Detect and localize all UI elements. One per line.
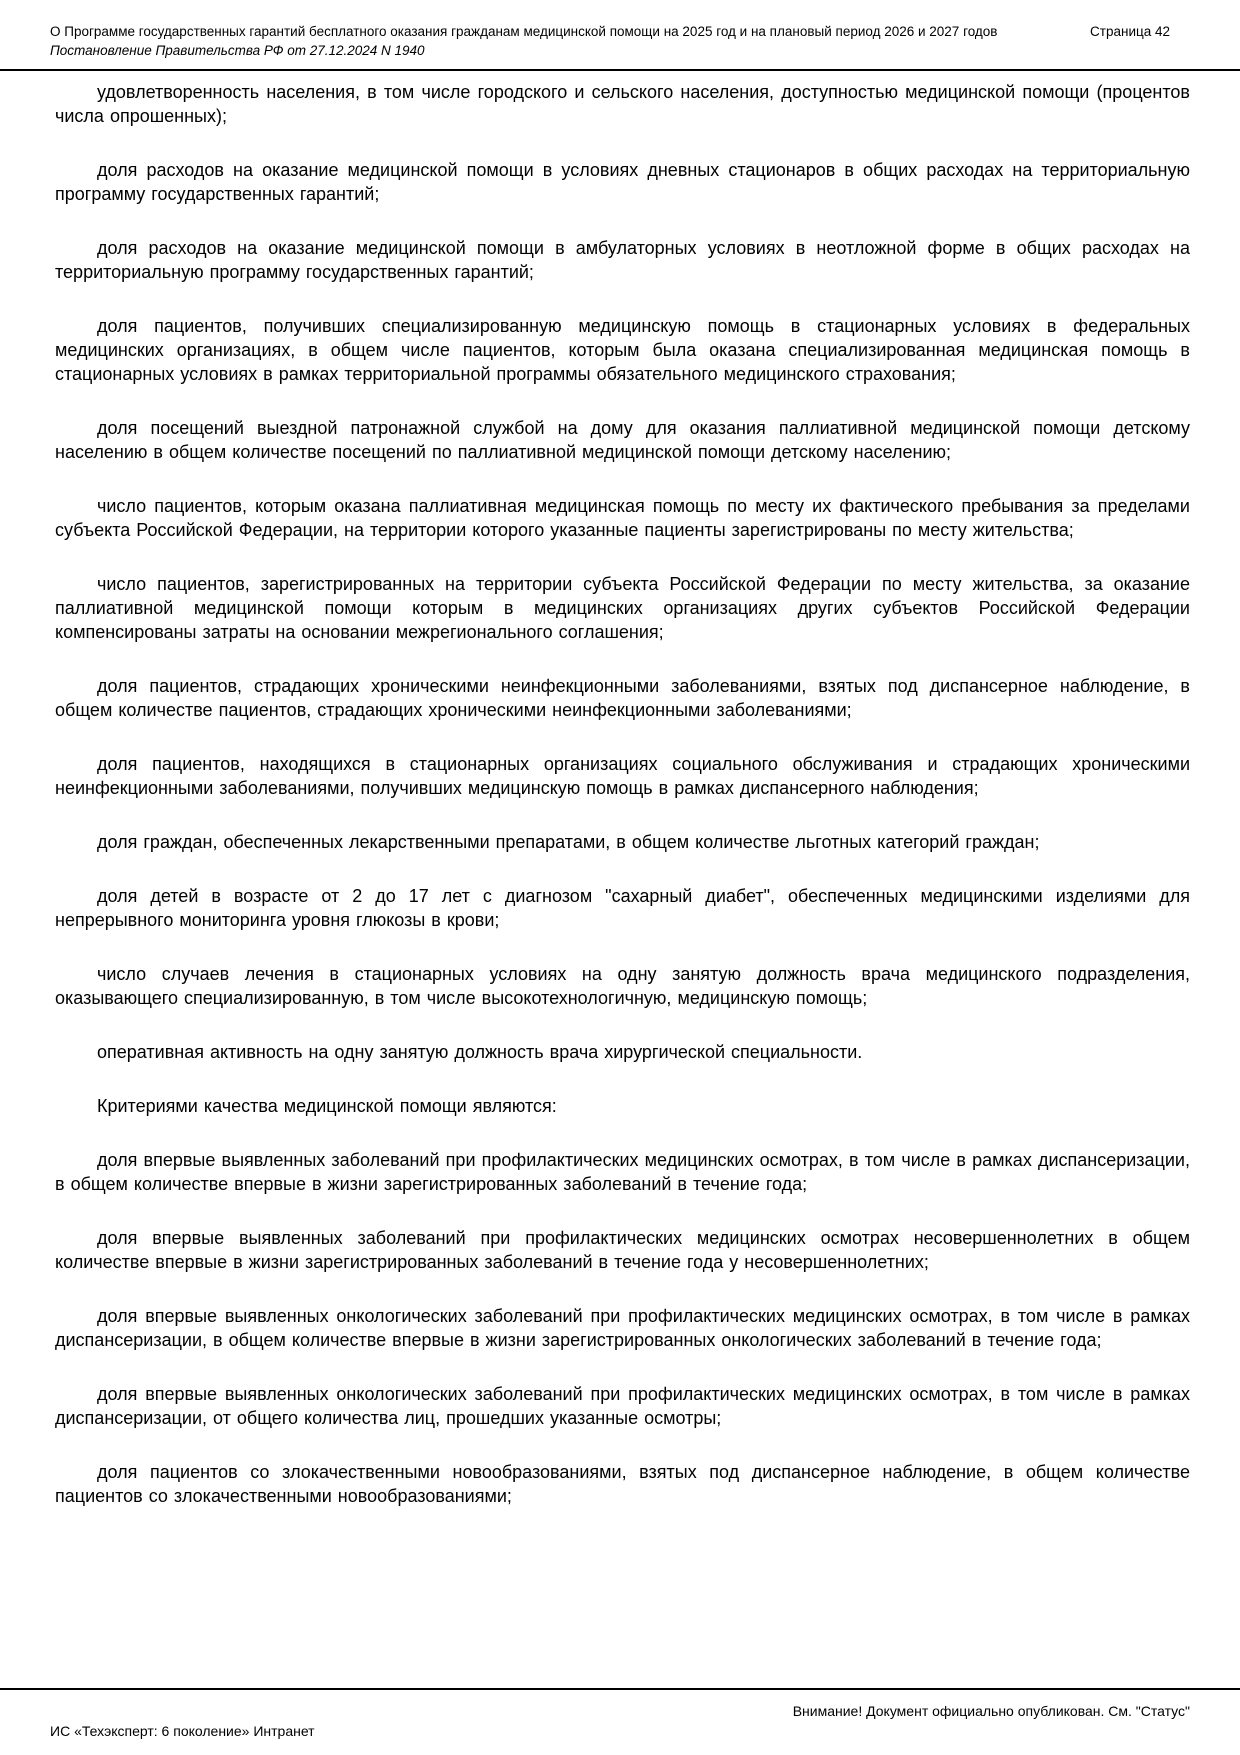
body-paragraph: доля граждан, обеспеченных лекарственными препаратами, в общем количестве льготных категорий граждан; — [97, 832, 1040, 852]
document-body — [0, 71, 1240, 1508]
document-footer — [0, 1688, 1240, 1755]
body-paragraph: доля расходов на оказание медицинской помощи в условиях дневных стационаров в общих расходах на территориальную программу государственных гарантий; — [55, 160, 1190, 204]
body-paragraph: доля расходов на оказание медицинской помощи в амбулаторных условиях в неотложной форме в общих расходах на территориальную программу государственных гарантий; — [55, 238, 1190, 282]
document-subtitle: Постановление Правительства РФ от 27.12.2024 N 1940 — [50, 43, 425, 58]
body-paragraph: доля детей в возрасте от 2 до 17 лет с диагнозом "сахарный диабет", обеспеченных медицинскими изделиями для непрерывного мониторинга уровня глюкозы в крови; — [55, 886, 1190, 930]
body-paragraph: удовлетворенность населения, в том числе городского и сельского населения, доступностью медицинской помощи (процентов числа опрошенных); — [55, 82, 1190, 126]
body-paragraph: доля пациентов, страдающих хроническими неинфекционными заболеваниями, взятых под диспансерное наблюдение, в общем количестве пациентов, страдающих хроническими неинфекционными заболеваниями; — [55, 676, 1190, 720]
body-paragraph: доля пациентов, находящихся в стационарных организациях социального обслуживания и страдающих хроническими неинфекционными заболеваниями, получивших медицинскую помощь в рамках диспансерного наблюдения; — [55, 754, 1190, 798]
body-paragraph: доля пациентов, получивших специализированную медицинскую помощь в стационарных условиях в федеральных медицинских организациях, в общем числе пациентов, которым была оказана специализированная медицинская помощь в стационарных условиях в рамках территориальной программы обязательного медицинского страхования; — [55, 316, 1190, 384]
body-paragraph: доля пациентов со злокачественными новообразованиями, взятых под диспансерное наблюдение, в общем количестве пациентов со злокачественными новообразованиями; — [55, 1462, 1190, 1506]
document-title: О Программе государственных гарантий бесплатного оказания гражданам медицинской помощи на 2025 год и на плановый период 2026 и 2027 годов — [50, 24, 998, 39]
document-header — [0, 0, 1240, 60]
body-paragraph: число случаев лечения в стационарных условиях на одну занятую должность врача медицинского подразделения, оказывающего специализированную, в том числе высокотехнологичную, медицинскую помощь; — [55, 964, 1190, 1008]
body-paragraph: доля посещений выездной патронажной службой на дому для оказания паллиативной медицинской помощи детскому населению в общем количестве посещений по паллиативной медицинской помощи детскому населению; — [55, 418, 1190, 462]
system-label: ИС «Техэксперт: 6 поколение» Интранет — [50, 1723, 315, 1739]
body-paragraph: число пациентов, которым оказана паллиативная медицинская помощь по месту их фактического пребывания за пределами субъекта Российской Федерации, на территории которого указанные пациенты зарегистрированы по месту жительства; — [55, 496, 1190, 540]
header-title-row — [50, 22, 1190, 41]
body-paragraph: Критериями качества медицинской помощи являются: — [97, 1096, 557, 1116]
body-paragraph: доля впервые выявленных заболеваний при профилактических медицинских осмотрах несовершеннолетних в общем количестве впервые в жизни зарегистрированных заболеваний в течение года у несовершеннолетних; — [55, 1228, 1190, 1272]
body-paragraph: доля впервые выявленных онкологических заболеваний при профилактических медицинских осмотрах, в том числе в рамках диспансеризации, от общего количества лиц, прошедших указанные осмотры; — [55, 1384, 1190, 1428]
body-paragraph: доля впервые выявленных заболеваний при профилактических медицинских осмотрах, в том числе в рамках диспансеризации, в общем количестве впервые в жизни зарегистрированных заболеваний в течение года; — [55, 1150, 1190, 1194]
body-paragraph: оперативная активность на одну занятую должность врача хирургической специальности. — [97, 1042, 863, 1062]
page-number: Страница 42 — [1090, 24, 1170, 39]
publication-notice: Внимание! Документ официально опубликован. См. "Статус" — [792, 1703, 1190, 1719]
body-paragraph: число пациентов, зарегистрированных на территории субъекта Российской Федерации по месту жительства, за оказание паллиативной медицинской помощи которым в медицинских организациях других субъектов Российской Федерации компенсированы затраты на основании межрегионального соглашения; — [55, 574, 1190, 642]
body-paragraph: доля впервые выявленных онкологических заболеваний при профилактических медицинских осмотрах, в том числе в рамках диспансеризации, в общем количестве впервые в жизни зарегистрированных онкологических заболеваний в течение года; — [55, 1306, 1190, 1350]
